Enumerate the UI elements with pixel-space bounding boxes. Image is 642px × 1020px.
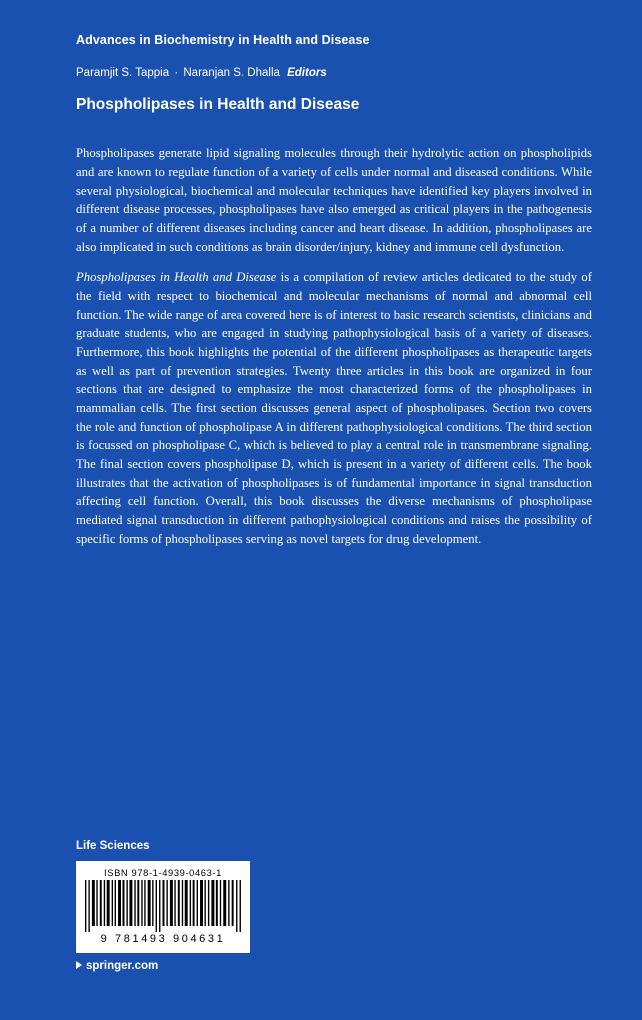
editor-separator: · (174, 67, 179, 79)
editor-name-one: Paramjit S. Tappia (76, 67, 170, 79)
barcode (76, 861, 250, 953)
editor-name-two: Naranjan S. Dhalla (183, 67, 280, 79)
blurb-paragraph-two (76, 268, 592, 548)
blurb-paragraph-two-body: is a compilation of review articles dedicated to the study of the field with respect to biochemical and molecular mechanisms of normal and abnormal cell function. The wide range of area covered here is of interest to basic research scientists, clinicians and graduate students, who are engaged in studying pathophysiological basis of a variety of diseases. Furthermore, this book highlights the potential of the different phospholipases as therapeutic targets as well as part of prevention strategies. Twenty three articles in this book are organized in four sections that are designed to emphasize the most characterized forms of the phospholipases in mammalian cells. The first section discusses general aspect of phospholipases. Section two covers the role and function of phospholipase A in different pathophysiological conditions. The third section is focussed on phospholipase C, which is believed to play a central role in transmembrane signaling. The final section covers phospholipase D, which is present in a variety of different cells. The book illustrates that the activation of phospholipases is of fundamental importance in signal transduction affecting cell function. Overall, this book discusses the diverse mechanisms of phospholipase mediated signal transduction in different pathophysiological conditions and raises the possibility of specific forms of phospholipases serving as novel targets for drug development. (76, 270, 592, 546)
publisher-link[interactable] (76, 960, 158, 972)
series-title: Advances in Biochemistry in Health and Disease (76, 33, 370, 47)
isbn-text: ISBN 978-1-4939-0463-1 (104, 867, 222, 878)
barcode-bars-icon (83, 880, 243, 932)
cover-text-block (76, 33, 592, 560)
blurb-title-mention: Phospholipases in Health and Disease (76, 270, 277, 285)
book-title: Phospholipases in Health and Disease (76, 95, 360, 113)
triangle-icon (76, 961, 82, 969)
publisher-url-label: springer.com (86, 960, 159, 972)
subject-label: Life Sciences (76, 840, 150, 852)
barcode-digits: 9 781493 904631 (100, 933, 226, 945)
editors-role-label: Editors (287, 67, 327, 79)
editors-line (76, 66, 592, 81)
blurb-paragraph-one: Phospholipases generate lipid signaling molecules through their hydrolytic action on phospholipids and are known to regulate function of a variety of cells under normal and diseased conditions. While several physiological, biochemical and molecular techniques have identified key players involved in different disease processes, phospholipases have also emerged as critical players in the pathogenesis of a number of different diseases including cancer and heart disease. In addition, phospholipases are also implicated in such conditions as brain disorder/injury, kidney and immune cell dysfunction. (76, 146, 592, 254)
